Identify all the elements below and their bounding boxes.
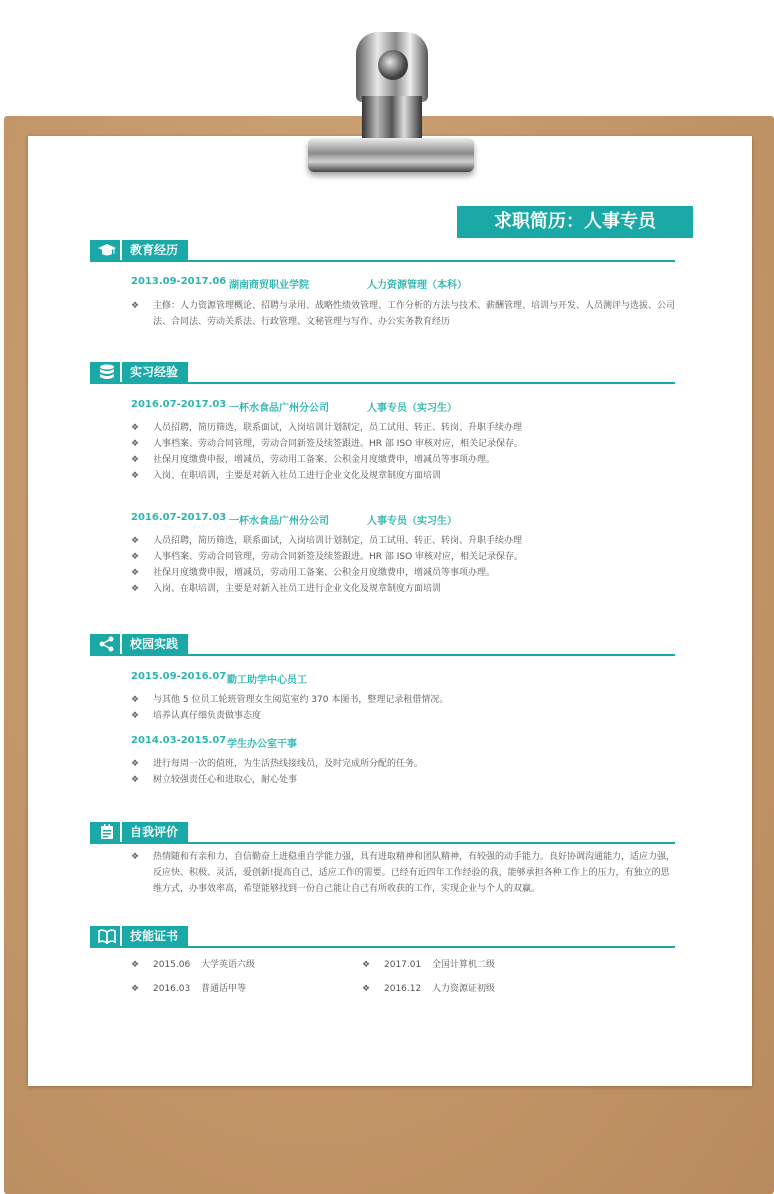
- section-education-heading: 教育经历: [130, 243, 179, 257]
- list-item: ❖ 人事档案、劳动合同管理，劳动合同新签及续签跟进。HR 部 ISO 审核对应，相关记录保存。: [131, 552, 524, 562]
- binder-clip-hole: [378, 50, 408, 80]
- share-icon: [98, 636, 116, 652]
- education-school: 湖南商贸职业学院: [229, 280, 309, 291]
- list-item: ❖ 2016.12 人力资源证初级: [362, 984, 496, 994]
- list-item: ❖ 2016.03 普通话甲等: [131, 984, 247, 994]
- binder-clip-neck: [362, 96, 422, 144]
- list-item: ❖ 进行每周一次的值班，为生活热线接线员，及时完成所分配的任务。: [131, 759, 424, 769]
- book-icon: [98, 928, 116, 944]
- resume-title: 求职简历：人事专员: [457, 206, 693, 238]
- calendar-icon: [98, 824, 116, 840]
- list-item: ❖ 树立较强责任心和进取心，耐心处事: [131, 775, 298, 785]
- list-item: ❖ 2015.06 大学英语六级: [131, 960, 256, 970]
- database-icon: [98, 364, 116, 380]
- list-item: ❖ 社保月度缴费申报，增减员，劳动用工备案、公积金月度缴费申，增减员等事项办理。: [131, 455, 496, 465]
- list-item: ❖ 主修：人力资源管理概论、招聘与录用、战略性绩效管理、工作分析的方法与技术、薪酬管理、培训与开发、人员测评与选拔、公司法、合同法、劳动关系法、行政管理、文秘管理与写作、办公实务教育经历: [131, 298, 676, 330]
- section-campus-heading: 校园实践: [130, 637, 179, 651]
- list-item: ❖ 社保月度缴费申报，增减员，劳动用工备案、公积金月度缴费申，增减员等事项办理。: [131, 568, 496, 578]
- list-item: ❖ 入岗、在职培训，主要是对新入社员工进行企业文化及规章制度方面培训: [131, 471, 442, 481]
- section-skills-heading: 技能证书: [130, 929, 179, 943]
- list-item: ❖ 培养认真仔细负责做事态度: [131, 711, 262, 721]
- graduation-cap-icon: [98, 242, 116, 258]
- list-item: ❖ 热情随和有亲和力，自信勤奋上进稳重自学能力强，具有进取精神和团队精神，有较强的动手能力。良好协调沟通能力，适应力强，反应快、积极、灵活，爱创新!提高自己，适应工作的需要。已经有近四年工作经验的我，能够承担各种工作上的压力，有独立的思维方式，办事效率高，希望能够找到一份自己能让自己有所收获的工作，实现企业与个人的双赢。: [131, 852, 676, 894]
- education-period: 2013.09-2017.06: [131, 276, 227, 287]
- list-item: ❖ 2017.01 全国计算机二级: [362, 960, 496, 970]
- list-item: ❖ 人员招聘，简历筛选，联系面试，入岗培训计划制定，员工试用、转正、转岗、升职手续办理: [131, 423, 523, 433]
- section-self-eval-heading: 自我评价: [130, 825, 179, 839]
- list-item: ❖ 人事档案、劳动合同管理，劳动合同新签及续签跟进。HR 部 ISO 审核对应，相关记录保存。: [131, 439, 524, 449]
- binder-clip-base: [308, 138, 474, 172]
- bullet-diamond-icon: ❖: [131, 301, 140, 311]
- list-item: ❖ 与其他 5 位员工轮班管理女生阅览室约 370 本图书，整理记录租借情况。: [131, 695, 449, 705]
- list-item: ❖ 人员招聘，简历筛选，联系面试，入岗培训计划制定，员工试用、转正、转岗、升职手续办理: [131, 536, 523, 546]
- list-item: ❖ 入岗、在职培训，主要是对新入社员工进行企业文化及规章制度方面培训: [131, 584, 442, 594]
- education-major: 人力资源管理（本科）: [367, 280, 467, 291]
- section-internship-heading: 实习经验: [130, 365, 179, 379]
